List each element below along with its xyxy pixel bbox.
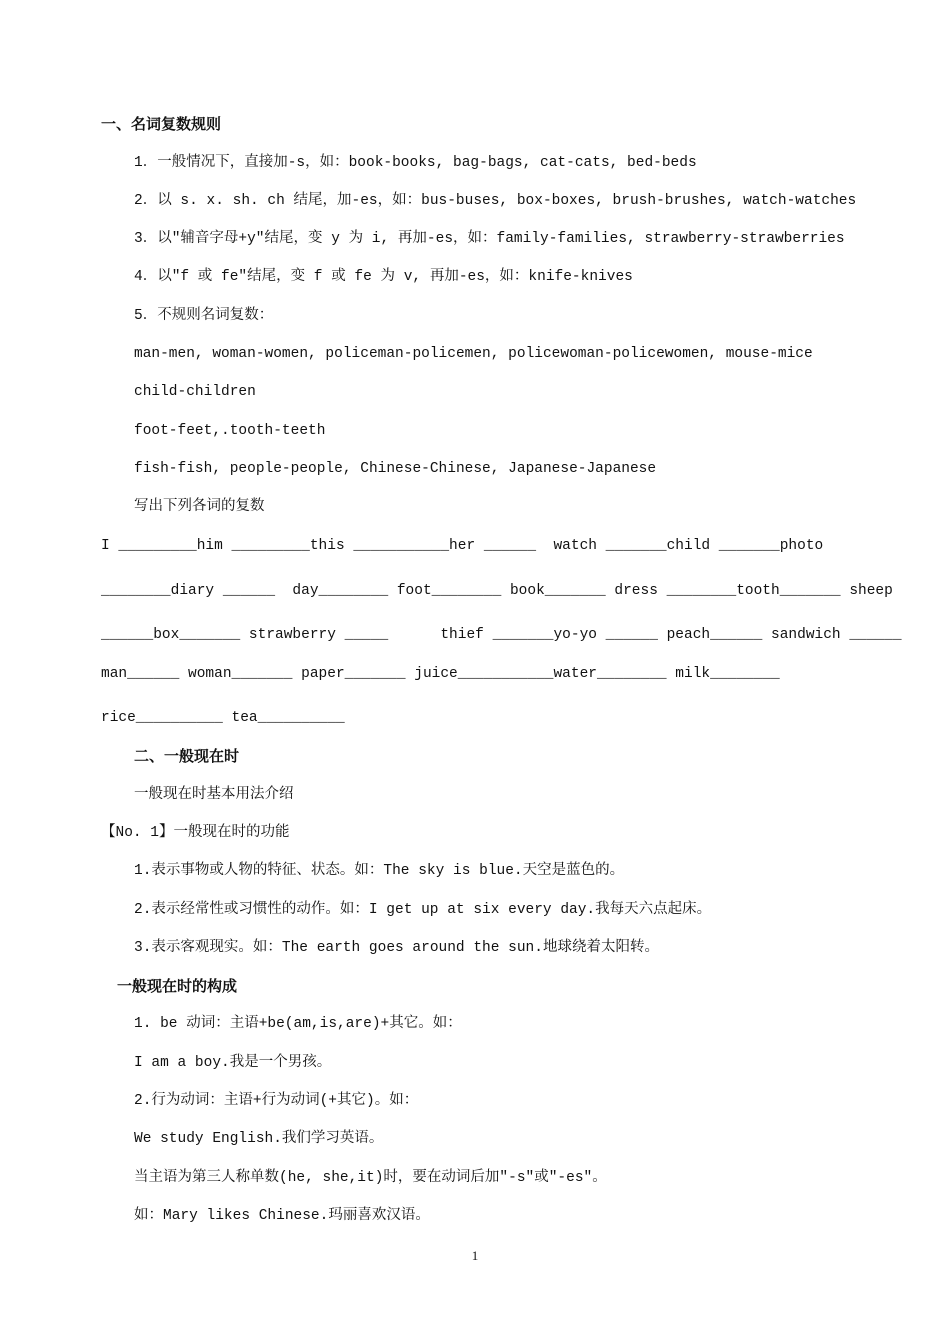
irregular-line: man-men, woman-women, policeman-policemen, policewoman-policewomen, mouse-mice — [134, 346, 813, 362]
irregular-line: fish-fish, people-people, Chinese-Chinese, Japanese-Japanese — [134, 461, 657, 477]
third-person-rule: 当主语为第三人称单数(he, she,it)时，要在动词后加"-s"或"-es"。 — [134, 1170, 607, 1186]
section-2-heading: 二、一般现在时 — [134, 747, 240, 765]
function-1: 1.表示事物或人物的特征、状态。如：The sky is blue.天空是蓝色的。 — [134, 863, 625, 879]
exercise-line: ________diary ______ day________ foot________ book_______ dress ________tooth_______ sheep — [101, 583, 893, 599]
function-3: 3.表示客观现实。如：The earth goes around the sun.地球绕着太阳转。 — [134, 940, 659, 956]
exercise-line: I _________him _________this ___________her ______ watch _______child _______photo — [101, 538, 824, 554]
structure-2: 2.行为动词：主语+行为动词(+其它)。如： — [134, 1093, 419, 1109]
structure-1: 1. be 动词：主语+be(am,is,are)+其它。如： — [134, 1016, 462, 1032]
section-2-intro: 一般现在时基本用法介绍 — [134, 787, 294, 803]
example-1: I am a boy.我是一个男孩。 — [134, 1055, 332, 1071]
rule-5: 5．不规则名词复数： — [134, 308, 274, 324]
function-2: 2.表示经常性或习惯性的动作。如：I get up at six every day.我每天六点起床。 — [134, 902, 712, 918]
no1-heading: 【No. 1】一般现在时的功能 — [101, 825, 290, 841]
rule-2: 2．以 s. x. sh. ch 结尾，加-es，如：bus-buses, box-boxes, brush-brushes, watch-watches — [134, 193, 857, 209]
section-1-heading: 一、名词复数规则 — [101, 115, 222, 133]
irregular-line: child-children — [134, 384, 256, 400]
exercise-line: rice__________ tea__________ — [101, 710, 345, 726]
page-number: 1 — [471, 1248, 479, 1263]
rule-3: 3．以"辅音字母+y"结尾，变 y 为 i, 再加-es，如：family-families, strawberry-strawberries — [134, 231, 845, 247]
irregular-line: foot-feet,.tooth-teeth — [134, 423, 326, 439]
exercise-title: 写出下列各词的复数 — [134, 499, 265, 515]
exercise-line: ______box_______ strawberry _____ thief _______yo-yo ______ peach______ sandwich ______ — [101, 627, 902, 643]
rule-1: 1．一般情况下，直接加-s，如：book-books, bag-bags, cat-cats, bed-beds — [134, 155, 697, 171]
example-3: 如：Mary likes Chinese.玛丽喜欢汉语。 — [134, 1208, 430, 1224]
exercise-line: man______ woman_______ paper_______ juice___________water________ milk________ — [101, 666, 780, 682]
example-2: We study English.我们学习英语。 — [134, 1131, 384, 1147]
rule-4: 4．以"f 或 fe"结尾，变 f 或 fe 为 v, 再加-es，如：knife-knives — [134, 269, 633, 285]
structure-heading: 一般现在时的构成 — [117, 977, 238, 995]
